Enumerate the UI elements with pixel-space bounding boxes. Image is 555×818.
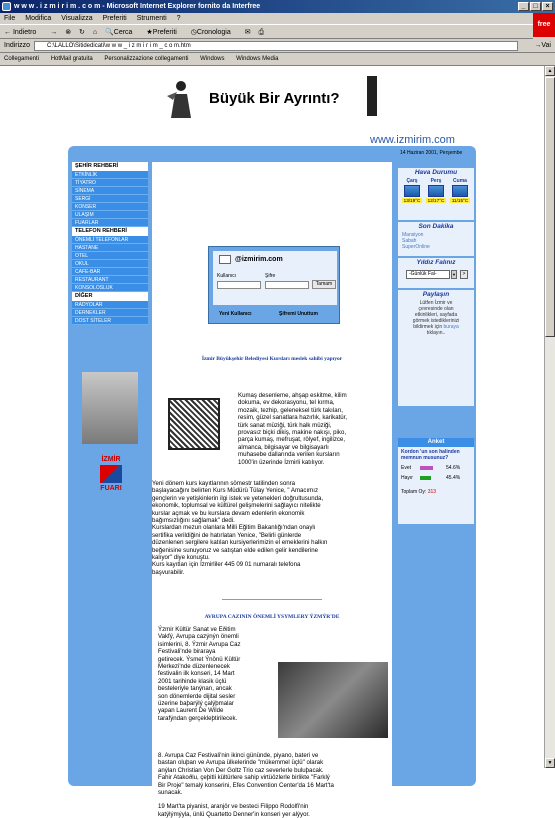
- login-inner: [213, 251, 337, 305]
- nav-item-fuarlar[interactable]: FUARLAR: [72, 219, 148, 227]
- article2-title: AVRUPA CAZININ ÖNEMLİ YSYMLERY ÝZMÝR'DE: [204, 614, 340, 620]
- horoscope-title: Yıldız Falınız: [416, 259, 456, 266]
- nav-item-konsolosluk[interactable]: KONSOLOSLUK: [72, 284, 148, 292]
- fuari-label: FUARI: [100, 485, 122, 492]
- menu-preferiti[interactable]: Preferiti: [102, 15, 127, 22]
- mail-icon[interactable]: ✉: [244, 29, 251, 36]
- jazz-musicians-photo: [278, 662, 388, 738]
- address-label: Indirizzo: [4, 42, 31, 49]
- login-box: [208, 246, 340, 324]
- nav-item-konser[interactable]: KONSER: [72, 203, 148, 211]
- a2l-line: Ýzmir Kültür Sanat ve Eðitim: [158, 626, 236, 633]
- links-bar: [0, 53, 555, 66]
- menu-bar: [0, 13, 555, 24]
- poll-box: [398, 438, 474, 524]
- a1-line: başvurabilir.: [152, 568, 185, 576]
- title-bar: [0, 0, 555, 13]
- toolbar: [0, 24, 533, 39]
- a2-line: katýlýmýyla, ünlü Quartetto Denner'in konseri yer alýyor.: [158, 810, 310, 818]
- banner-ad[interactable]: [165, 76, 387, 124]
- a1-line: kalıyor" diye konuştu.: [152, 554, 210, 562]
- poll-total-label: Toplam Oy:: [401, 489, 427, 495]
- links-label: Collegamenti: [4, 56, 40, 62]
- content-column: [152, 162, 392, 818]
- nav-item-dernekler[interactable]: DERNEKLER: [72, 309, 148, 317]
- left-navigation: [72, 162, 148, 325]
- poll-option-label: Hayır: [401, 475, 413, 481]
- free-logo: free: [533, 13, 555, 37]
- poll-option-hayir[interactable]: [398, 473, 474, 483]
- user-input[interactable]: [217, 281, 261, 289]
- nav-item-ulasim[interactable]: ULAŞIM: [72, 211, 148, 219]
- ataturk-portrait: [82, 372, 138, 444]
- a2l-line: besteleriyle tanýnan, ancak: [158, 685, 232, 693]
- a2-line: sunacak.: [158, 789, 183, 797]
- news-title: Son Dakika: [418, 223, 454, 230]
- poll-question: Kordon 'un son halinden memnun musunuz?: [401, 449, 460, 461]
- weather-cloud-icon: [428, 185, 444, 197]
- share-line: tıklayın..: [426, 330, 446, 336]
- pass-label: Şifre: [265, 273, 276, 279]
- new-user-link[interactable]: Yeni Kullanıcı: [219, 311, 252, 317]
- a2-line: 19 Mart'ta piyanist, aranjör ve besteci Filippo Rodolfi'nin: [158, 803, 309, 811]
- nav-item-onemli-telefonlar[interactable]: ÖNEMLİ TELEFONLAR: [72, 236, 148, 244]
- weather-day: [426, 178, 446, 203]
- a2l-line: festivalin ilk konseri, 14 Mart: [158, 670, 235, 678]
- a1-line: Kurslardan mezun olanlara Milli Eğitim Bakanlığı'ndan onaylı: [152, 524, 316, 532]
- a1-line: ekonomik, toplumsal ve kültürel gelişmelerini sağlayıcı nitelikte: [152, 502, 321, 510]
- a2l-line: Festivali'nde biraraya: [158, 648, 216, 656]
- weather-day: [450, 178, 470, 203]
- day-name: Cuma: [453, 178, 467, 184]
- a1r-line: resim, güzel sanatlara hazırlık, karikatür,: [238, 414, 348, 422]
- user-label: Kullanıcı: [217, 273, 237, 279]
- a2-line: Bir Proje" temalý konserini, Efes Convention Center'da 16 Mart'ta: [158, 781, 334, 789]
- stop-icon[interactable]: ⊗: [65, 29, 72, 36]
- poll-bar: [420, 466, 433, 470]
- address-input[interactable]: C:\LALLO\Sitidedicati\w w w _ i z m i r i m _ c o m.htm: [34, 41, 518, 51]
- nav-item-restaurant[interactable]: RESTAURANT: [72, 276, 148, 284]
- nav-item-hastane[interactable]: HASTANE: [72, 244, 148, 252]
- back-label: Indietro: [12, 29, 37, 36]
- weather-cloud-icon: [452, 185, 468, 197]
- weather-day: [402, 178, 422, 203]
- a2l-line: Vakfý, Avrupa cazýnýn önemli: [158, 633, 239, 641]
- a2l-line: son dönemlerde dijital sesler: [158, 692, 236, 700]
- a1r-line: provasız biçki dikiş, makine nakışı, piko,: [238, 429, 347, 437]
- a2l-line: Merkezi'nde düzenlenecek: [158, 663, 230, 671]
- banner-text: Büyük Bir Ayrıntı?: [209, 90, 340, 107]
- date-text: 14 Haziran 2001, Perşembe: [400, 150, 463, 156]
- a1r-line: 1000'in üzerinde İzmirli katılıyor.: [238, 458, 325, 466]
- a1-line: Yeni dönem kurs kayıtlarının sömestr tatilinden sonra: [152, 480, 296, 487]
- a1-line: beğenisine sunuyoruz ve satıştan elde edilen gelir kendilerine: [152, 546, 318, 554]
- ie-icon: [2, 2, 11, 11]
- kilim-image: [168, 398, 220, 450]
- link-windows-media[interactable]: Windows Media: [236, 56, 279, 62]
- a2l-line: isimlerini, 8. Ýzmir Avrupa Caz: [158, 640, 241, 648]
- print-icon[interactable]: ⎙: [258, 29, 265, 36]
- page-viewport: [0, 66, 544, 818]
- a1-line: başlayacağını belirten Kurs Müdürü Tülay Yenice, " Amacımız: [152, 487, 318, 495]
- article1-title: İzmir Büyükşehir Belediyesi Kursları meslek sahibi yapıyor: [201, 356, 343, 362]
- a2-line: bastan oluþan ve Avrupa ülkelerinde "mükemmel üçlü" olarak: [158, 759, 324, 767]
- link-windows[interactable]: Windows: [200, 56, 225, 62]
- favorites-label: Preferiti: [152, 29, 177, 36]
- site-url: www.izmirim.com: [370, 134, 455, 146]
- horoscope-select[interactable]: -Günlük Fal-: [406, 270, 450, 279]
- a1-line: düzenlenen sergilere katılan kursiyerlerimizin el emeklerini halkın: [152, 539, 328, 547]
- share-line: etkinlikleri, sayfada: [414, 312, 458, 318]
- scroll-down-icon[interactable]: ▼: [545, 758, 555, 768]
- go-button[interactable]: →Vai: [534, 42, 551, 49]
- poll-bar: [420, 476, 431, 480]
- a1r-line: almanca, bilgisayar ve bilgisayarlı: [238, 443, 329, 451]
- share-text: [398, 300, 474, 336]
- news-link[interactable]: Mansiyon: [402, 232, 424, 238]
- article1-intro: [238, 392, 392, 466]
- share-line-text: bildirmek için: [413, 324, 443, 330]
- a1r-line: türk sanat müziği, türk halk müziği,: [238, 421, 332, 429]
- password-input[interactable]: [265, 281, 309, 289]
- menu-modifica[interactable]: Modifica: [25, 15, 52, 22]
- poll-header: Anket: [398, 438, 474, 447]
- weather-title: Hava Durumu: [414, 169, 458, 176]
- scroll-up-icon[interactable]: ▲: [545, 66, 555, 76]
- login-brand: @izmirim.com: [235, 256, 283, 263]
- close-button[interactable]: ×: [542, 2, 553, 11]
- day-temp: 13/19°C: [403, 198, 421, 203]
- poll-option-pct: 45.4%: [446, 475, 461, 481]
- link-hotmail[interactable]: HotMail gratuita: [50, 56, 93, 62]
- nav-item-cafe-bar[interactable]: CAFE-BAR: [72, 268, 148, 276]
- minimize-button[interactable]: _: [518, 2, 529, 11]
- nav-item-otel[interactable]: OTEL: [72, 252, 148, 260]
- a1r-line: mozaik, tezhip, geleneksel türk takıları,: [238, 406, 343, 414]
- history-button[interactable]: ◷Cronologia: [190, 29, 231, 36]
- izmir-label: İZMİR: [101, 456, 121, 463]
- a1r-line: Kumaş desenleme, ahşap eskitme, kilim: [238, 392, 347, 399]
- nav-header-diger: DİĞER: [72, 292, 148, 301]
- search-button[interactable]: 🔍Cerca: [105, 29, 133, 36]
- nav-item-sinema[interactable]: SİNEMA: [72, 187, 148, 195]
- a1-line: sertifika verildiğini de hatırlatan Yenice, "Belirli günlerde: [152, 531, 302, 539]
- go-label: Vai: [541, 42, 551, 49]
- day-name: Çarş: [406, 178, 418, 184]
- weather-cloud-icon: [404, 185, 420, 197]
- share-title: Paylaşın: [422, 291, 450, 298]
- forgot-password-link[interactable]: Şifremi Unuttum: [279, 311, 318, 317]
- poll-total: [398, 487, 474, 497]
- a2l-line: 2001 tarihinde klasik üçlü: [158, 677, 227, 685]
- a2l-line: tarafýndan gerçekleþtirilecek.: [158, 714, 238, 722]
- article2-intro: [158, 626, 276, 722]
- history-label: Cronologia: [196, 29, 231, 36]
- a1-line: gençlerin ve yetişkinlerin ilgi istek ve yetenekleri doğrultusunda,: [152, 494, 324, 502]
- share-line: görmek istediklerinizi: [412, 318, 460, 324]
- back-button[interactable]: ← Indietro: [4, 29, 37, 36]
- article2-body: [158, 752, 392, 818]
- article1-body: [152, 480, 392, 576]
- a1-line: Kurs kayıtları için İzmirliler 445 09 01 numaralı telefona: [152, 561, 301, 569]
- menu-file[interactable]: File: [4, 15, 16, 22]
- poll-option-label: Evet: [401, 465, 412, 471]
- menu-help[interactable]: ?: [176, 15, 181, 22]
- link-personalizzazione[interactable]: Personalizzazione collegamenti: [104, 56, 189, 62]
- share-line: çevresinde olan: [418, 306, 454, 312]
- poll-option-pct: 54.6%: [446, 465, 461, 471]
- share-box: [398, 290, 474, 406]
- nav-item-sergi[interactable]: SERGİ: [72, 195, 148, 203]
- nav-item-radyolar[interactable]: RADYOLAR: [72, 301, 148, 309]
- izmir-fuari-logo[interactable]: [96, 456, 126, 492]
- poll-option-evet[interactable]: [398, 463, 474, 473]
- search-label: Cerca: [113, 29, 133, 36]
- a2-line: Fahir Atakoðlu, çeþitli kültürlere sahip virtüözlerle birlikte "Farklý: [158, 774, 330, 782]
- news-box: [398, 222, 474, 256]
- home-icon[interactable]: ⌂: [92, 29, 98, 36]
- nav-header-sehir: ŞEHİR REHBERİ: [72, 162, 148, 171]
- horoscope-go-button[interactable]: >: [460, 270, 468, 279]
- news-link[interactable]: Sabah: [402, 238, 417, 244]
- banner-figure-icon: [165, 78, 197, 118]
- a2-line: anýlan Christian Von Der Goltz Trio caz severlerle buluþacak.: [158, 766, 324, 774]
- vertical-scrollbar[interactable]: [544, 66, 555, 768]
- nav-item-etkinlik[interactable]: ETKİNLİK: [72, 171, 148, 179]
- poll-total-value: 313: [427, 489, 437, 495]
- scroll-thumb[interactable]: [545, 77, 555, 337]
- a2l-line: üzerine baþarýlý çalýþmalar: [158, 700, 234, 708]
- window-title: w w w . i z m i r i m . c o m - Microsoft Internet Explorer fornito da Interfree: [14, 3, 261, 10]
- a2l-line: getirecek. Ýsmet Ýnönü Kültür: [158, 655, 241, 663]
- menu-visualizza[interactable]: Visualizza: [61, 15, 93, 22]
- banner-bar-graphic: [367, 76, 377, 116]
- a2-spacer: [158, 796, 392, 803]
- forward-button[interactable]: →: [50, 29, 58, 36]
- fuar-emblem-icon: [100, 465, 122, 483]
- a1r-line: parça kumaş, mefruşat, rölyef, ingilizce,: [238, 436, 346, 444]
- day-temp: 12/17°C: [427, 198, 445, 203]
- a2l-line: yapan Laurent De Wilde: [158, 707, 224, 715]
- chevron-down-icon[interactable]: ▼: [452, 272, 456, 277]
- share-link[interactable]: buraya: [443, 324, 459, 330]
- day-name: Perş: [430, 178, 442, 184]
- nav-item-dost-siteler[interactable]: DOST SİTELER: [72, 317, 148, 325]
- a1r-line: dokuma, ev dekorasyonu, tel kırma,: [238, 399, 335, 407]
- horoscope-box: [398, 258, 474, 288]
- maximize-button[interactable]: □: [530, 2, 541, 11]
- envelope-icon: [219, 255, 231, 264]
- day-temp: 11/15°C: [451, 198, 469, 203]
- favorites-button[interactable]: ★Preferiti: [146, 29, 177, 36]
- a1-line: bağımsızlığını sağlamak" dedi.: [152, 517, 235, 525]
- a1-line: kurslar açmak ve bu kurslara devam edenlerin ekonomik: [152, 509, 305, 517]
- login-submit-button[interactable]: Tamam: [312, 280, 336, 289]
- article-divider: [222, 599, 322, 600]
- nav-header-telefon: TELEFON REHBERİ: [72, 227, 148, 236]
- share-line: Lütfen İzmir ve: [419, 300, 453, 306]
- address-bar: [0, 39, 555, 53]
- nav-item-tiyatro[interactable]: TİYATRO: [72, 179, 148, 187]
- news-link[interactable]: SuperOnline: [402, 244, 430, 250]
- a1r-line: muhasebe dallarında verilen kursların: [238, 451, 340, 459]
- weather-days: [398, 178, 474, 204]
- menu-strumenti[interactable]: Strumenti: [136, 15, 167, 22]
- nav-item-okul[interactable]: OKUL: [72, 260, 148, 268]
- refresh-icon[interactable]: ↻: [79, 29, 85, 36]
- a2-line: 8. Avrupa Caz Festivali'nin ikinci gününde, piyano, bateri ve: [158, 752, 319, 759]
- weather-box: [398, 168, 474, 220]
